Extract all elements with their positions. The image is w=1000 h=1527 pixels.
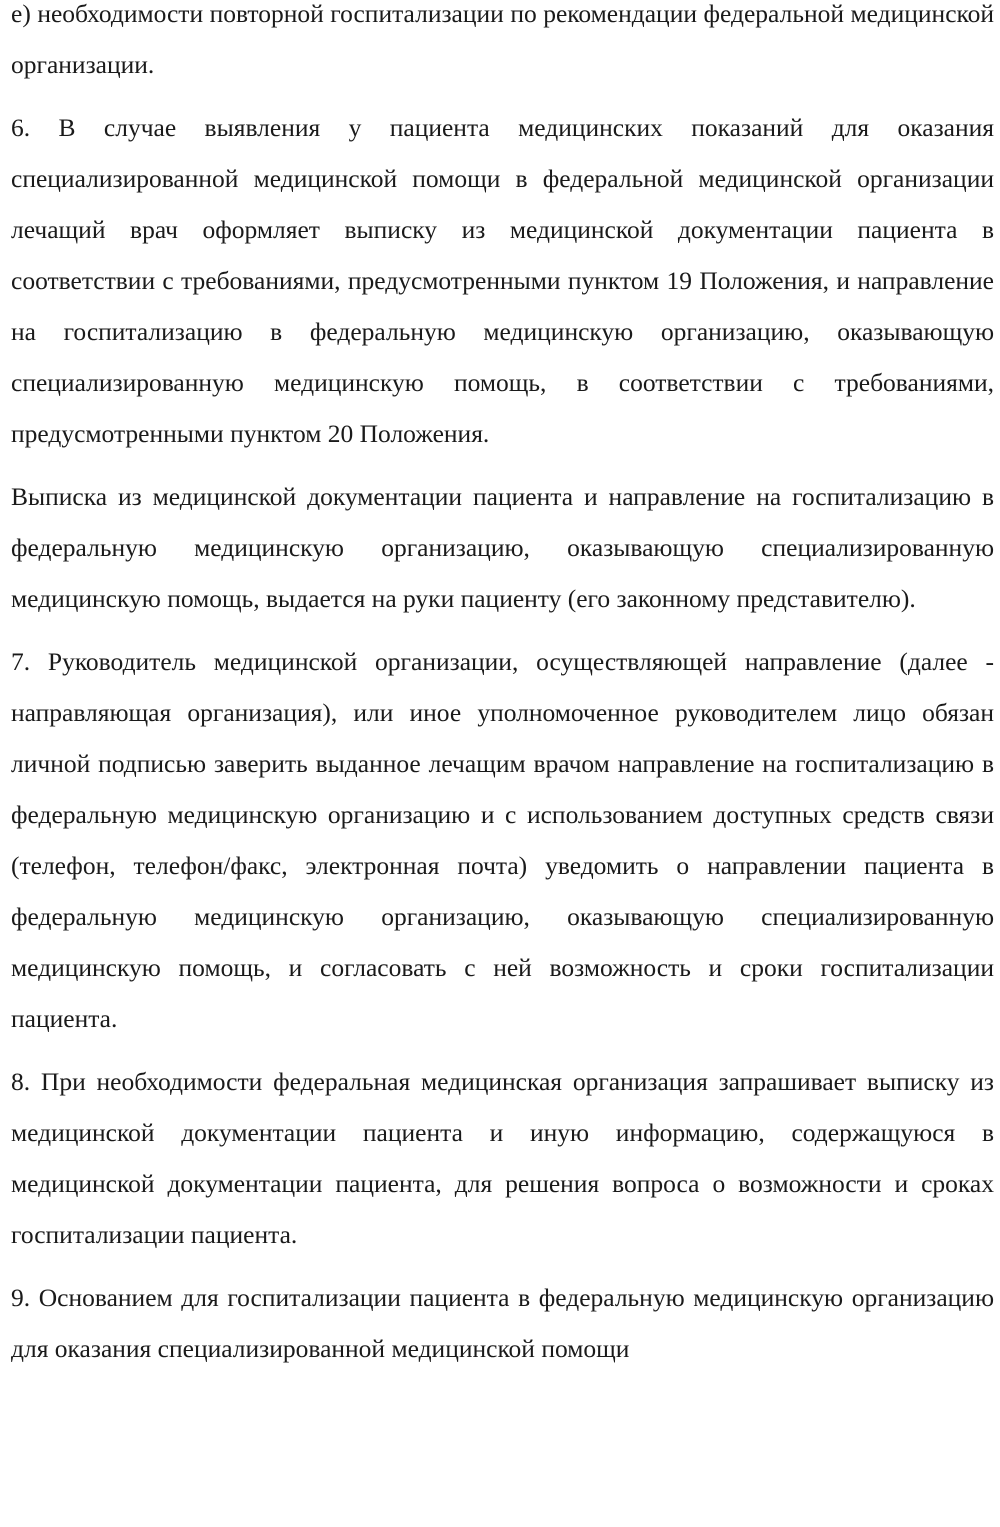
paragraph-item-e: е) необходимости повторной госпитализации по рекомендации федеральной медицинской организации. [11, 0, 994, 79]
paragraph-6: 6. В случае выявления у пациента медицинских показаний для оказания специализированной медицинской помощи в федеральной медицинской организации лечащий врач оформляет выписку из медицинской документации пациента в соответствии с требованиями, предусмотренными пунктом 19 Положения, и направление на госпитализацию в федеральную медицинскую организацию, оказывающую специализированную медицинскую помощь, в соответствии с требованиями, предусмотренными пунктом 20 Положения. [11, 113, 994, 448]
paragraph-7: 7. Руководитель медицинской организации, осуществляющей направление (далее - направляющая организация), или иное уполномоченное руководителем лицо обязан личной подписью заверить выданное лечащим врачом направление на госпитализацию в федеральную медицинскую организацию и с использованием доступных средств связи (телефон, телефон/факс, электронная почта) уведомить о направлении пациента в федеральную медицинскую организацию, оказывающую специализированную медицинскую помощь, и согласовать с ней возможность и сроки госпитализации пациента. [11, 647, 994, 1033]
paragraph-8: 8. При необходимости федеральная медицинская организация запрашивает выписку из медицинской документации пациента и иную информацию, содержащуюся в медицинской документации пациента, для решения вопроса о возможности и сроках госпитализации пациента. [11, 1067, 994, 1249]
document-page [11, 0, 994, 1374]
paragraph-9: 9. Основанием для госпитализации пациента в федеральную медицинскую организацию для оказания специализированной медицинской помощи [11, 1283, 994, 1363]
paragraph-6-extract: Выписка из медицинской документации пациента и направление на госпитализацию в федеральную медицинскую организацию, оказывающую специализированную медицинскую помощь, выдается на руки пациенту (его законному представителю). [11, 482, 994, 613]
